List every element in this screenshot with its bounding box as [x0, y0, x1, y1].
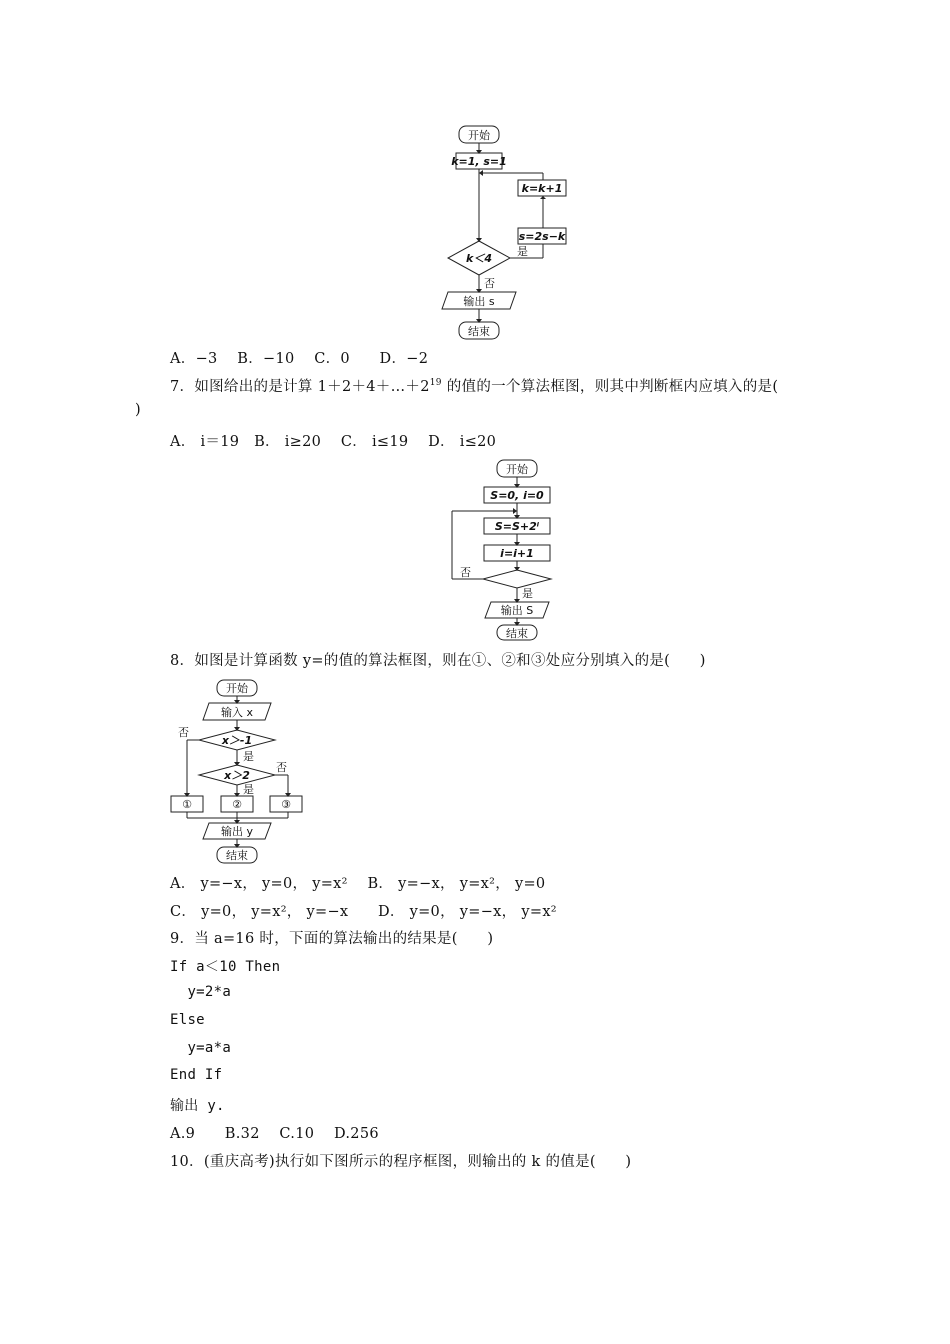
q9-code-line: y=a*a	[170, 1040, 232, 1056]
fc7-start-text: 开始	[506, 463, 528, 476]
fc7-init-text: S=0, i=0	[490, 489, 544, 502]
fc6-start-text: 开始	[468, 129, 490, 142]
fc8-start-text: 开始	[226, 682, 248, 695]
q7-stem-a: 7．如图给出的是计算 1＋2＋4＋…＋2	[170, 379, 430, 395]
fc8-end-text: 结束	[226, 849, 248, 862]
q7-stem-cont: )	[135, 402, 141, 418]
fc8-yes-label-2: 是	[243, 783, 254, 796]
q9-code-line: 输出 y.	[170, 1098, 225, 1114]
fc6-s-text: s=2s−k	[518, 230, 566, 243]
fc8-no-label-1: 否	[178, 726, 189, 739]
fc7-i-text: i=i+1	[500, 547, 534, 560]
q9-code-line: If a＜10 Then	[170, 959, 281, 975]
fc6-yes-label: 是	[517, 245, 528, 258]
fc8-box3-text: ③	[281, 798, 291, 811]
fc8-yes-label-1: 是	[243, 750, 254, 763]
fc6-init-text: k=1, s=1	[451, 155, 507, 168]
fc8-output-text: 输出 y	[220, 825, 254, 838]
q9-stem: 9．当 a=16 时，下面的算法输出的结果是( )	[170, 931, 494, 947]
fc8-cond1-text: x＞-1	[221, 734, 253, 747]
q9-code-line: y=2*a	[170, 984, 232, 1000]
q8-options-2: C． y=0， y=x²， y=−x D． y=0， y=−x， y=x²	[170, 904, 557, 920]
q8-stem: 8．如图是计算函数 y=的值的算法框图，则在①、②和③处应分别填入的是( )	[170, 653, 706, 669]
fc7-end-text: 结束	[506, 627, 528, 640]
q10-stem: 10．(重庆高考)执行如下图所示的程序框图，则输出的 k 的值是( )	[170, 1154, 632, 1170]
q9-options: A.9 B.32 C.10 D.256	[170, 1126, 379, 1142]
fc8-input-text: 输入 x	[220, 706, 254, 719]
fc6-cond-text: k＜4	[466, 252, 492, 265]
fc7-yes-label: 是	[522, 587, 533, 600]
q8-options-1: A． y=−x， y=0， y=x² B． y=−x， y=x²， y=0	[170, 876, 546, 892]
fc8-box1-text: ①	[182, 798, 192, 811]
fc7-output-text: 输出 S	[500, 604, 534, 617]
fc7-s-text: S=S+2ⁱ	[494, 520, 540, 533]
q9-code-line: Else	[170, 1012, 205, 1028]
fc8-box2-text: ②	[232, 798, 242, 811]
q7-stem-sup: 19	[429, 378, 442, 389]
fc6-end-text: 结束	[468, 325, 490, 338]
fc7-no-label: 否	[460, 566, 471, 579]
q7-stem-b: 的值的一个算法框图，则其中判断框内应填入的是(	[441, 379, 779, 395]
fc8-no-label-2: 否	[276, 761, 287, 774]
q9-code-line: End If	[170, 1067, 223, 1083]
fc6-k-text: k=k+1	[521, 182, 563, 195]
fc6-output-text: 输出 s	[463, 295, 495, 308]
fc8-cond2-text: x＞2	[224, 769, 250, 782]
q6-options: A．−3 B．−10 C．0 D．−2	[170, 351, 429, 367]
q7-options: A． i＝19 B． i≥20 C． i≤19 D． i≤20	[170, 434, 497, 450]
fc6-no-label: 否	[484, 277, 495, 290]
